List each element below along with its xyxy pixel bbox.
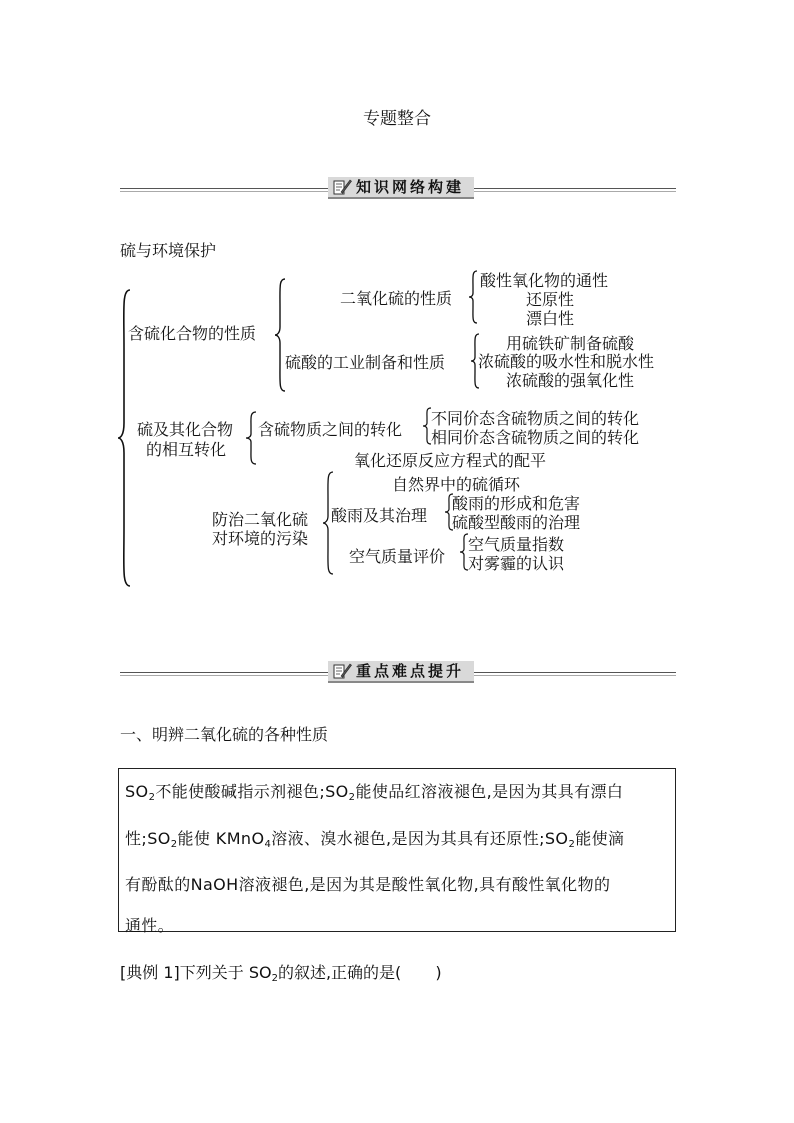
- branch1-sub2-item: 用硫铁矿制备硫酸: [506, 334, 635, 353]
- branch3-sub3-item: 空气质量指数: [468, 535, 565, 554]
- branch3-sub2-label: 酸雨及其治理: [331, 506, 428, 525]
- branch1-sub2-item: 浓硫酸的强氧化性: [506, 371, 635, 390]
- branch2-sub2-label: 氧化还原反应方程式的配平: [354, 451, 547, 470]
- branch2-label-line1: 硫及其化合物: [137, 420, 234, 439]
- branch2-sub1-label: 含硫物质之间的转化: [258, 420, 403, 439]
- branch1-sub1-item: 漂白性: [526, 309, 575, 328]
- branch1-sub1-brace: [467, 269, 479, 325]
- branch3-sub3-label: 空气质量评价: [349, 547, 446, 566]
- box-line: 有酚酞的NaOH溶液褪色,是因为其是酸性氧化物,具有酸性氧化物的: [125, 875, 611, 894]
- branch1-brace: [273, 277, 287, 393]
- branch3-sub2-item: 酸雨的形成和危害: [452, 494, 581, 513]
- branch2-sub1-item: 不同价态含硫物质之间的转化: [431, 409, 640, 428]
- branch3-sub1-label: 自然界中的硫循环: [392, 475, 521, 494]
- topic-heading: 硫与环境保护: [120, 241, 217, 260]
- branch1-label: 含硫化合物的性质: [128, 324, 257, 343]
- point-heading: 一、明辨二氧化硫的各种性质: [120, 725, 329, 744]
- box-line: 性$;SO_2$能使 KMnO$_4$溶液、溴水褪色,是因为其具有还原性$;SO_2$能使滴: [125, 828, 625, 850]
- branch1-sub2-item: 浓硫酸的吸水性和脱水性: [478, 352, 655, 371]
- branch1-sub2-label: 硫酸的工业制备和性质: [285, 353, 446, 372]
- branch2-sub1-item: 相同价态含硫物质之间的转化: [431, 428, 640, 447]
- section-label: 知识网络构建: [328, 177, 474, 199]
- branch2-brace: [244, 410, 258, 466]
- pen-paper-icon: [332, 662, 352, 680]
- box-line: $SO_2$不能使酸碱指示剂褪色$;SO_2$能使品红溶液褪色,是因为其具有漂白: [125, 782, 624, 803]
- branch1-sub1-item: 还原性: [526, 290, 575, 309]
- example-question: [典例 1]下列关于 $SO_2$的叙述,正确的是( ): [120, 963, 442, 984]
- branch3-label-line2: 对环境的污染: [212, 529, 309, 548]
- branch3-sub2-item: 硫酸型酸雨的治理: [452, 513, 581, 532]
- box-line: 通性。: [125, 915, 175, 935]
- branch1-sub1-label: 二氧化硫的性质: [340, 289, 453, 308]
- section-label: 重点难点提升: [328, 661, 474, 683]
- branch2-label-line2: 的相互转化: [146, 440, 227, 459]
- branch3-label-line1: 防治二氧化硫: [212, 510, 309, 529]
- branch1-sub1-item: 酸性氧化物的通性: [480, 271, 609, 290]
- branch3-sub3-item: 对雾霾的认识: [468, 554, 565, 573]
- section-header-knowledge-network: [120, 176, 676, 200]
- page-title: 专题整合: [363, 109, 431, 129]
- key-point-box: [118, 768, 676, 935]
- pen-paper-icon: [332, 178, 352, 196]
- section-header-key-points: [120, 660, 676, 684]
